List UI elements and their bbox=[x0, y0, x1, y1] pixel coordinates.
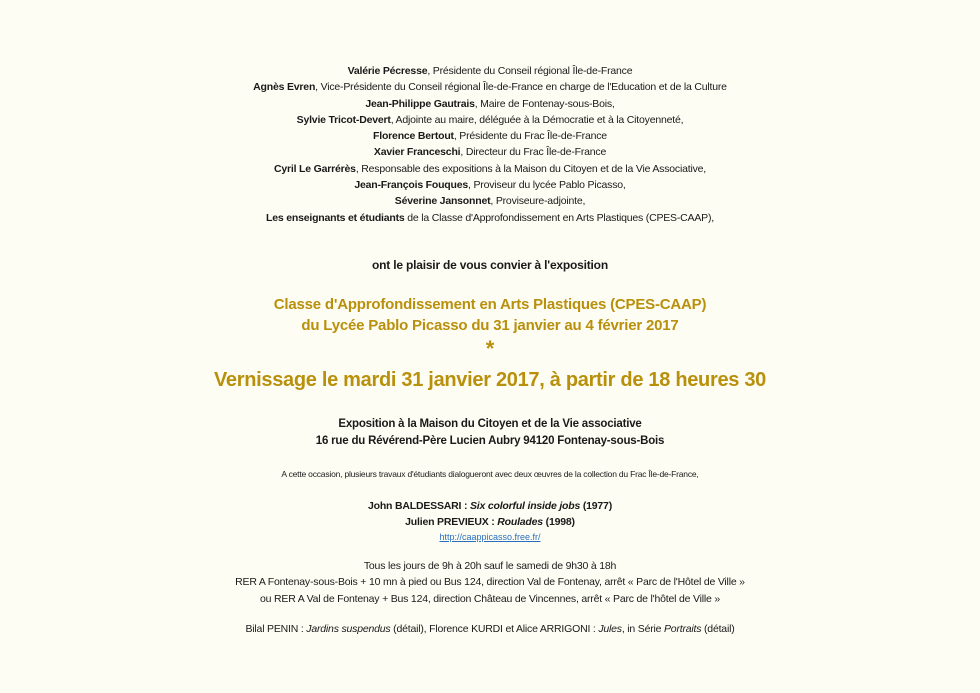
work-year: (1998) bbox=[542, 516, 575, 528]
work-item bbox=[0, 514, 980, 530]
host-line bbox=[0, 96, 980, 112]
host-name: Cyril Le Garrérès bbox=[273, 162, 356, 175]
venue-address: 16 rue du Révérend-Père Lucien Aubry 94120 Fontenay-sous-Bois bbox=[315, 435, 665, 447]
host-line bbox=[0, 193, 980, 209]
venue-block bbox=[0, 416, 980, 450]
vernissage-heading: Vernissage le mardi 31 janvier 2017, à partir de 18 heures 30 bbox=[213, 369, 767, 391]
host-name: Jean-François Fouques bbox=[354, 179, 469, 192]
venue-line1: Exposition à la Maison du Citoyen et de la Vie associative bbox=[338, 418, 642, 430]
occasion-text: A cette occasion, plusieurs travaux d'étudiants dialogueront avec deux œuvres de la collection du Frac Île-de-France, bbox=[281, 469, 699, 479]
work-title: Roulades bbox=[497, 516, 543, 528]
credit-text: (détail) bbox=[701, 623, 735, 635]
work-artist: John BALDESSARI : bbox=[367, 500, 470, 512]
credit-work-title: Jules bbox=[598, 623, 622, 635]
access-line: ou RER A Val de Fontenay + Bus 124, direction Château de Vincennes, arrêt « Parc de l'hôtel de Ville » bbox=[260, 592, 720, 605]
credit-text: , in Série bbox=[621, 623, 664, 635]
host-line bbox=[0, 161, 980, 177]
access-line: Tous les jours de 9h à 20h sauf le samedi de 9h30 à 18h bbox=[363, 560, 617, 572]
work-title: Six colorful inside jobs bbox=[469, 500, 581, 512]
image-credits bbox=[0, 623, 980, 635]
host-role: , Directeur du Frac Île-de-France bbox=[460, 146, 607, 159]
star-separator: * bbox=[485, 336, 495, 361]
host-role: , Responsable des expositions à la Maison du Citoyen et de la Vie Associative, bbox=[355, 162, 706, 175]
credit-text: Bilal PENIN : bbox=[245, 623, 307, 635]
host-line bbox=[0, 210, 980, 226]
host-role: , Présidente du Frac Île-de-France bbox=[453, 130, 607, 143]
host-line bbox=[0, 128, 980, 144]
host-name: Xavier Franceschi bbox=[373, 146, 461, 159]
host-line bbox=[0, 112, 980, 128]
host-name: Valérie Pécresse bbox=[347, 65, 428, 77]
host-name: Sylvie Tricot-Devert bbox=[296, 113, 391, 126]
host-name: Jean-Philippe Gautrais bbox=[365, 97, 475, 110]
host-line bbox=[0, 144, 980, 160]
work-item bbox=[0, 498, 980, 514]
host-name: Florence Bertout bbox=[373, 130, 454, 143]
exhibition-title-line1: Classe d'Approfondissement en Arts Plastiques (CPES-CAAP) bbox=[273, 296, 707, 313]
host-name: Les enseignants et étudiants bbox=[266, 211, 405, 224]
credit-work-title: Jardins suspendus bbox=[306, 623, 391, 635]
host-line bbox=[0, 177, 980, 193]
access-info bbox=[0, 558, 980, 607]
work-artist: Julien PREVIEUX : bbox=[405, 516, 498, 528]
host-role: de la Classe d'Approfondissement en Arts Plastiques (CPES-CAAP), bbox=[404, 211, 714, 224]
host-line bbox=[0, 63, 980, 79]
credit-text: (détail), Florence KURDI et Alice ARRIGONI : bbox=[390, 623, 599, 635]
invite-line: ont le plaisir de vous convier à l'exposition bbox=[372, 258, 608, 272]
host-role: , Proviseure-adjointe, bbox=[490, 195, 586, 208]
host-line bbox=[0, 79, 980, 95]
exhibition-title bbox=[0, 294, 980, 336]
website-link-row bbox=[0, 532, 980, 542]
host-role: , Adjointe au maire, déléguée à la Démocratie et à la Citoyenneté, bbox=[390, 113, 684, 126]
host-name: Agnès Evren bbox=[253, 81, 316, 94]
hosts-list bbox=[0, 63, 980, 226]
work-year: (1977) bbox=[580, 500, 612, 512]
host-role: , Vice-Présidente du Conseil régional Île-de-France en charge de l'Education et de la Culture bbox=[315, 81, 727, 94]
credit-work-title: Portraits bbox=[664, 623, 702, 635]
access-line: RER A Fontenay-sous-Bois + 10 mn à pied ou Bus 124, direction Val de Fontenay, arrêt « Parc de l'Hôtel de Ville » bbox=[235, 576, 745, 589]
works-list bbox=[0, 498, 980, 530]
website-link[interactable]: http://caappicasso.free.fr/ bbox=[439, 532, 541, 542]
host-role: , Maire de Fontenay-sous-Bois, bbox=[474, 97, 615, 110]
host-role: , Proviseur du lycée Pablo Picasso, bbox=[468, 179, 626, 192]
host-name: Séverine Jansonnet bbox=[394, 195, 491, 208]
exhibition-title-line2: du Lycée Pablo Picasso du 31 janvier au 4 février 2017 bbox=[301, 317, 679, 334]
host-role: , Présidente du Conseil régional Île-de-France bbox=[427, 65, 633, 77]
